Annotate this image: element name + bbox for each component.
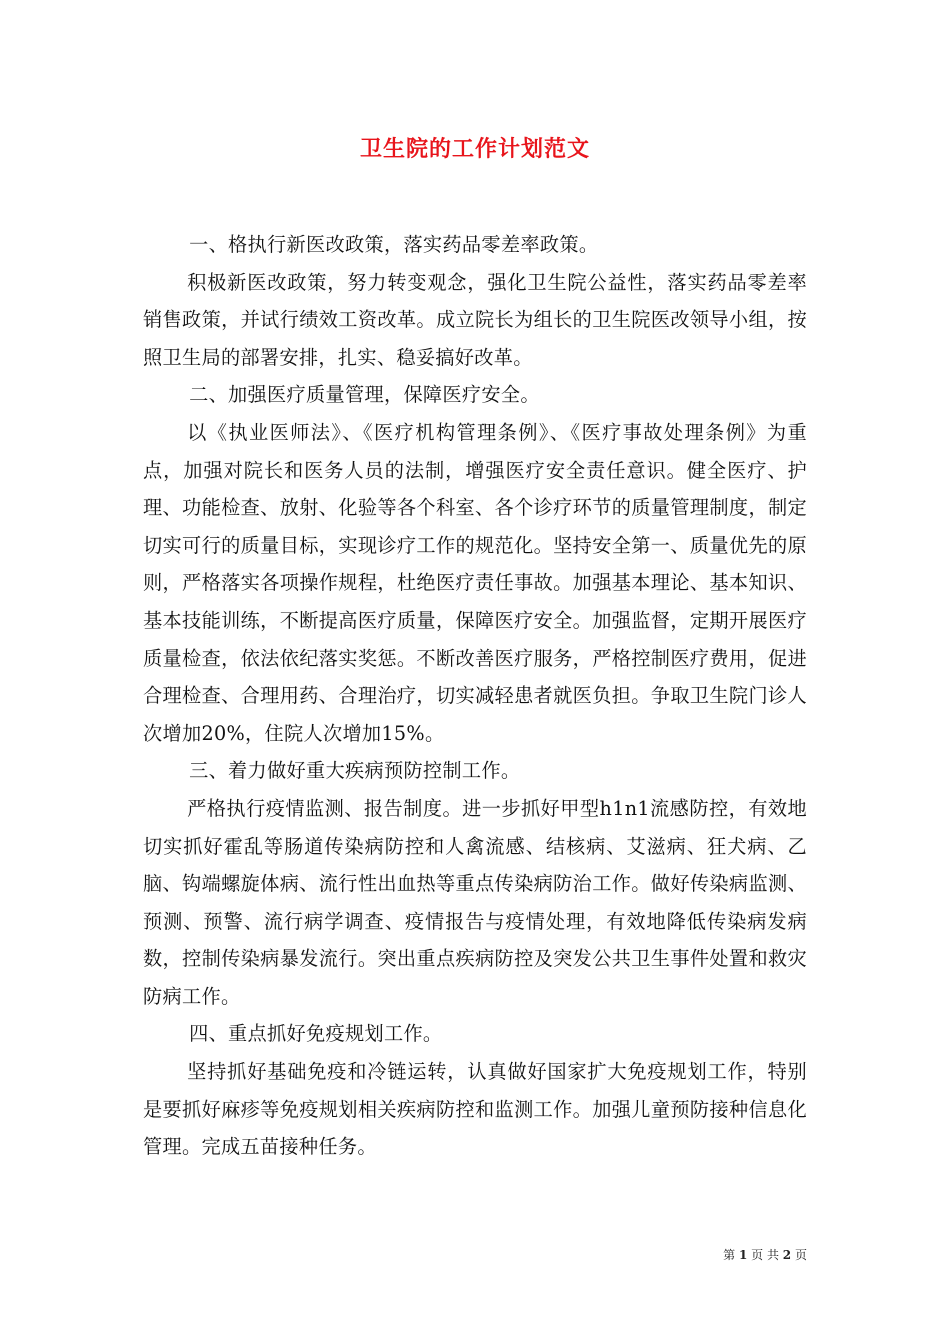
document-title: 卫生院的工作计划范文 xyxy=(359,136,590,162)
section-heading-4: 四、重点抓好免疫规划工作。 xyxy=(189,1022,443,1046)
paragraph-4: 坚持抓好基础免疫和冷链运转，认真做好国家扩大免疫规划工作，特别是要抓好麻疹等免疫规划相关疾病防控和监测工作。加强儿童预防接种信息化管理。完成五苗接种任务。 xyxy=(143,1060,807,1159)
paragraph-3: 严格执行疫情监测、报告制度。进一步抓好甲型h1n1流感防控，有效地切实抓好霍乱等肠道传染病防控和人禽流感、结核病、艾滋病、狂犬病、乙脑、钩端螺旋体病、流行性出血热等重点传染病防治工作。做好传染病监测、预测、预警、流行病学调查、疫情报告与疫情处理，有效地降低传染病发病数，控制传染病暴发流行。突出重点疾病防控及突发公共卫生事件处置和救灾防病工作。 xyxy=(143,796,807,1008)
section-heading-1: 一、格执行新医改政策，落实药品零差率政策。 xyxy=(189,233,599,256)
current-page-number: 1 xyxy=(738,1248,748,1262)
total-page-number: 2 xyxy=(782,1248,792,1262)
paragraph-2: 以《执业医师法》、《医疗机构管理条例》、《医疗事故处理条例》为重点，加强对院长和医务人员的法制，增强医疗安全责任意识。健全医疗、护理、功能检查、放射、化验等各个科室、各个诊疗环节的质量管理制度，制定切实可行的质量目标，实现诊疗工作的规范化。坚持安全第一、质量优先的原则，严格落实各项操作规程，杜绝医疗责任事故。加强基本理论、基本知识、基本技能训练，不断提高医疗质量，保障医疗安全。加强监督，定期开展医疗质量检查，依法依纪落实奖惩。不断改善医疗服务，严格控制医疗费用，促进合理检查、合理用药、合理治疗，切实减轻患者就医负担。争取卫生院门诊人次增加20%，住院人次增加15%。 xyxy=(143,420,807,745)
footer-prefix: 第 xyxy=(723,1248,736,1262)
footer-middle: 页 共 xyxy=(751,1248,779,1262)
paragraph-1: 积极新医改政策，努力转变观念，强化卫生院公益性，落实药品零差率销售政策，并试行绩效工资改革。成立院长为组长的卫生院医改领导小组，按照卫生局的部署安排，扎实、稳妥搞好改革。 xyxy=(143,270,807,369)
section-heading-3: 三、着力做好重大疾病预防控制工作。 xyxy=(189,759,521,783)
document-body xyxy=(143,226,807,1166)
section-heading-2: 二、加强医疗质量管理，保障医疗安全。 xyxy=(189,383,540,407)
footer-suffix: 页 xyxy=(794,1248,807,1262)
page-number-footer xyxy=(723,1247,807,1263)
